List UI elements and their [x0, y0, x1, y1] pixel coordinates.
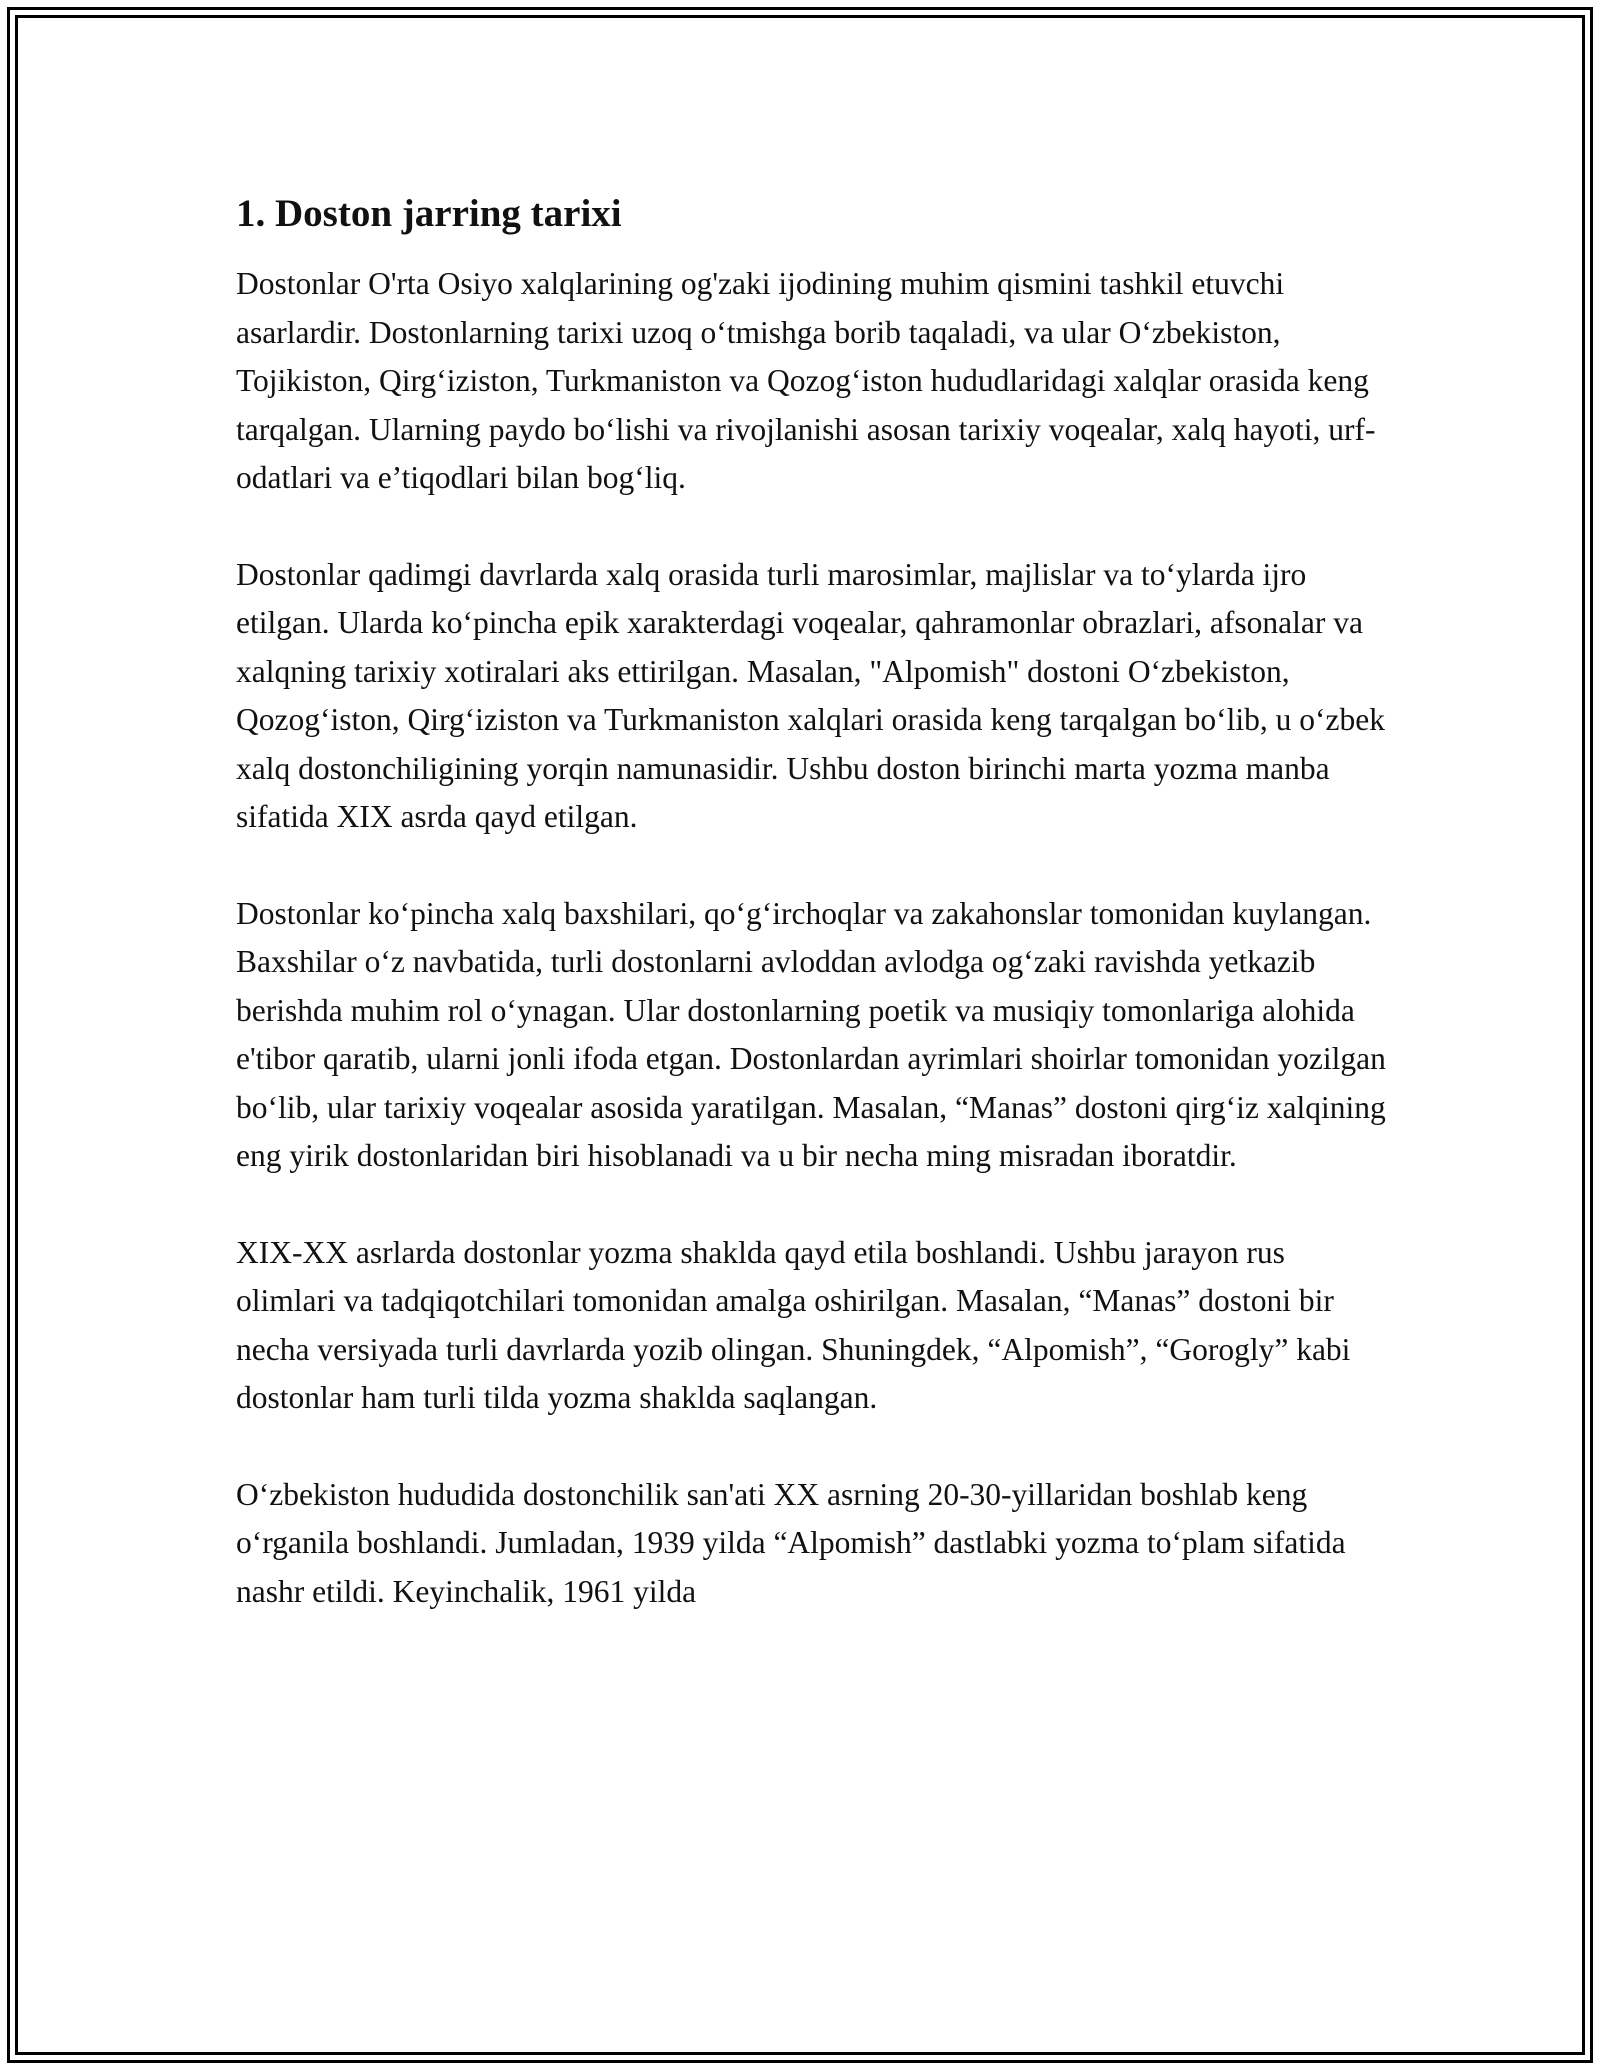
paragraph-1: Dostonlar O'rta Osiyo xalqlarining og'zaki ijodining muhim qismini tashkil etuvchi asarlardir. Dostonlarning tarixi uzoq o‘tmishga borib taqaladi, va ular O‘zbekiston, Tojikiston, Qirg‘iziston, Turkmaniston va Qozog‘iston hududlaridagi xalqlar orasida keng tarqalgan. Ularning paydo bo‘lishi va rivojlanishi asosan tarixiy voqealar, xalq hayoti, urf-odatlari va e’tiqodlari bilan bog‘liq.	[236, 266, 1376, 495]
paragraph-4: XIX-XX asrlarda dostonlar yozma shaklda qayd etila boshlandi. Ushbu jarayon rus olimlari va tadqiqotchilari tomonidan amalga oshirilgan. Masalan, “Manas” dostoni bir necha versiyada turli davrlarda yozib olingan. Shuningdek, “Alpomish”, “Gorogly” kabi dostonlar ham turli tilda yozma shaklda saqlangan.	[236, 1234, 1351, 1415]
paragraph-2: Dostonlar qadimgi davrlarda xalq orasida turli marosimlar, majlislar va to‘ylarda ijro etilgan. Ularda ko‘pincha epik xarakterdagi voqealar, qahramonlar obrazlari, afsonalar va xalqning tarixiy xotiralari aks ettirilgan. Masalan, "Alpomish" dostoni O‘zbekiston, Qozog‘iston, Qirg‘iziston va Turkmaniston xalqlari orasida keng tarqalgan bo‘lib, u o‘zbek xalq dostonchiligining yorqin namunasidir. Ushbu doston birinchi marta yozma manba sifatida XIX asrda qayd etilgan.	[236, 556, 1385, 834]
paragraph-5: O‘zbekiston hududida dostonchilik san'ati XX asrning 20-30-yillaridan boshlab keng o‘rganila boshlandi. Jumladan, 1939 yilda “Alpomish” dastlabki yozma to‘plam sifatida nashr etildi. Keyinchalik, 1961 yilda	[236, 1476, 1346, 1609]
section-heading: 1. Doston jarring tarixi	[236, 192, 622, 235]
paragraph-3: Dostonlar ko‘pincha xalq baxshilari, qo‘g‘irchoqlar va zakahonslar tomonidan kuylangan. Baxshilar o‘z navbatida, turli dostonlarni avloddan avlodga og‘zaki ravishda yetkazib berishda muhim rol o‘ynagan. Ular dostonlarning poetik va musiqiy tomonlariga alohida e'tibor qaratib, ularni jonli ifoda etgan. Dostonlardan ayrimlari shoirlar tomonidan yozilgan bo‘lib, ular tarixiy voqealar asosida yaratilgan. Masalan, “Manas” dostoni qirg‘iz xalqining eng yirik dostonlaridan biri hisoblanadi va u bir necha ming misradan iboratdir.	[236, 895, 1386, 1173]
document-body	[236, 180, 1386, 1664]
